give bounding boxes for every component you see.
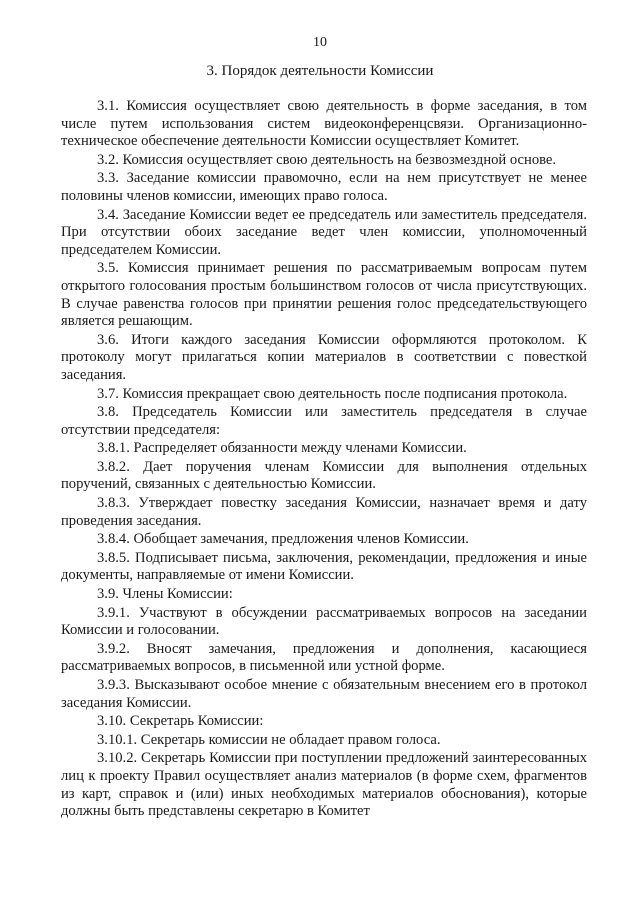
document-body: [61, 98, 587, 821]
paragraph-3-9: 3.9. Члены Комиссии:: [97, 586, 233, 603]
paragraph-3-9-3: 3.9.3. Высказывают особое мнение с обязательным внесением его в протокол заседания Комиссии.: [61, 677, 587, 711]
paragraph-3-8-3: 3.8.3. Утверждает повестку заседания Комиссии, назначает время и дату проведения заседания.: [61, 495, 587, 529]
paragraph-3-8-1: 3.8.1. Распределяет обязанности между членами Комиссии.: [97, 440, 467, 457]
page-number: 10: [313, 35, 327, 50]
section-title: 3. Порядок деятельности Комиссии: [206, 63, 434, 79]
paragraph-3-3: 3.3. Заседание комиссии правомочно, если на нем присутствует не менее половины членов комиссии, имеющих право голоса.: [61, 170, 587, 204]
paragraph-3-9-1: 3.9.1. Участвуют в обсуждении рассматриваемых вопросов на заседании Комиссии и голосовании.: [61, 604, 587, 639]
paragraph-3-6: 3.6. Итоги каждого заседания Комиссии оформляются протоколом. К протоколу могут прилагаться копии материалов в соответствии с повесткой заседания.: [61, 331, 587, 383]
paragraph-3-8: 3.8. Председатель Комиссии или заместитель председателя в случае отсутствии председателя:: [61, 404, 587, 438]
paragraph-3-5: 3.5. Комиссия принимает решения по рассматриваемым вопросам путем открытого голосования простым большинством голосов от числа присутствующих. В случае равенства голосов при принятии решения голос председательствующего является решающим.: [61, 260, 587, 330]
paragraph-3-8-2: 3.8.2. Дает поручения членам Комиссии для выполнения отдельных поручений, связанных с деятельностью Комиссии.: [61, 458, 587, 493]
paragraph-3-9-2: 3.9.2. Вносят замечания, предложения и дополнения, касающиеся рассматриваемых вопросов, в письменной или устной форме.: [61, 640, 587, 675]
paragraph-3-10: 3.10. Секретарь Комиссии:: [97, 713, 264, 730]
paragraph-3-2: 3.2. Комиссия осуществляет свою деятельность на безвозмездной основе.: [97, 151, 557, 168]
paragraph-3-4: 3.4. Заседание Комиссии ведет ее председатель или заместитель председателя. При отсутствии обоих заседание ведет член комиссии, уполномоченный председателем Комиссии.: [61, 206, 587, 258]
paragraph-3-10-2: 3.10.2. Секретарь Комиссии при поступлении предложений заинтересованных лиц к проекту Правил осуществляет анализ материалов (в форме схем, фрагментов из карт, справок и (или) иных необходимых материалов обоснования), которые должны быть представлены секретарю в Комитет: [61, 750, 587, 820]
paragraph-3-7: 3.7. Комиссия прекращает свою деятельность после подписания протокола.: [97, 385, 568, 402]
paragraph-3-8-4: 3.8.4. Обобщает замечания, предложения членов Комиссии.: [97, 531, 469, 548]
paragraph-3-8-5: 3.8.5. Подписывает письма, заключения, рекомендации, предложения и иные документы, направляемые от имени Комиссии.: [61, 549, 587, 584]
paragraph-3-1: 3.1. Комиссия осуществляет свою деятельность в форме заседания, в том числе путем использования систем видеоконференцсвязи. Организационно-техническое обеспечение деятельности Комиссии осуществляет Комитет.: [61, 98, 587, 150]
paragraph-3-10-1: 3.10.1. Секретарь комиссии не обладает правом голоса.: [97, 731, 441, 748]
